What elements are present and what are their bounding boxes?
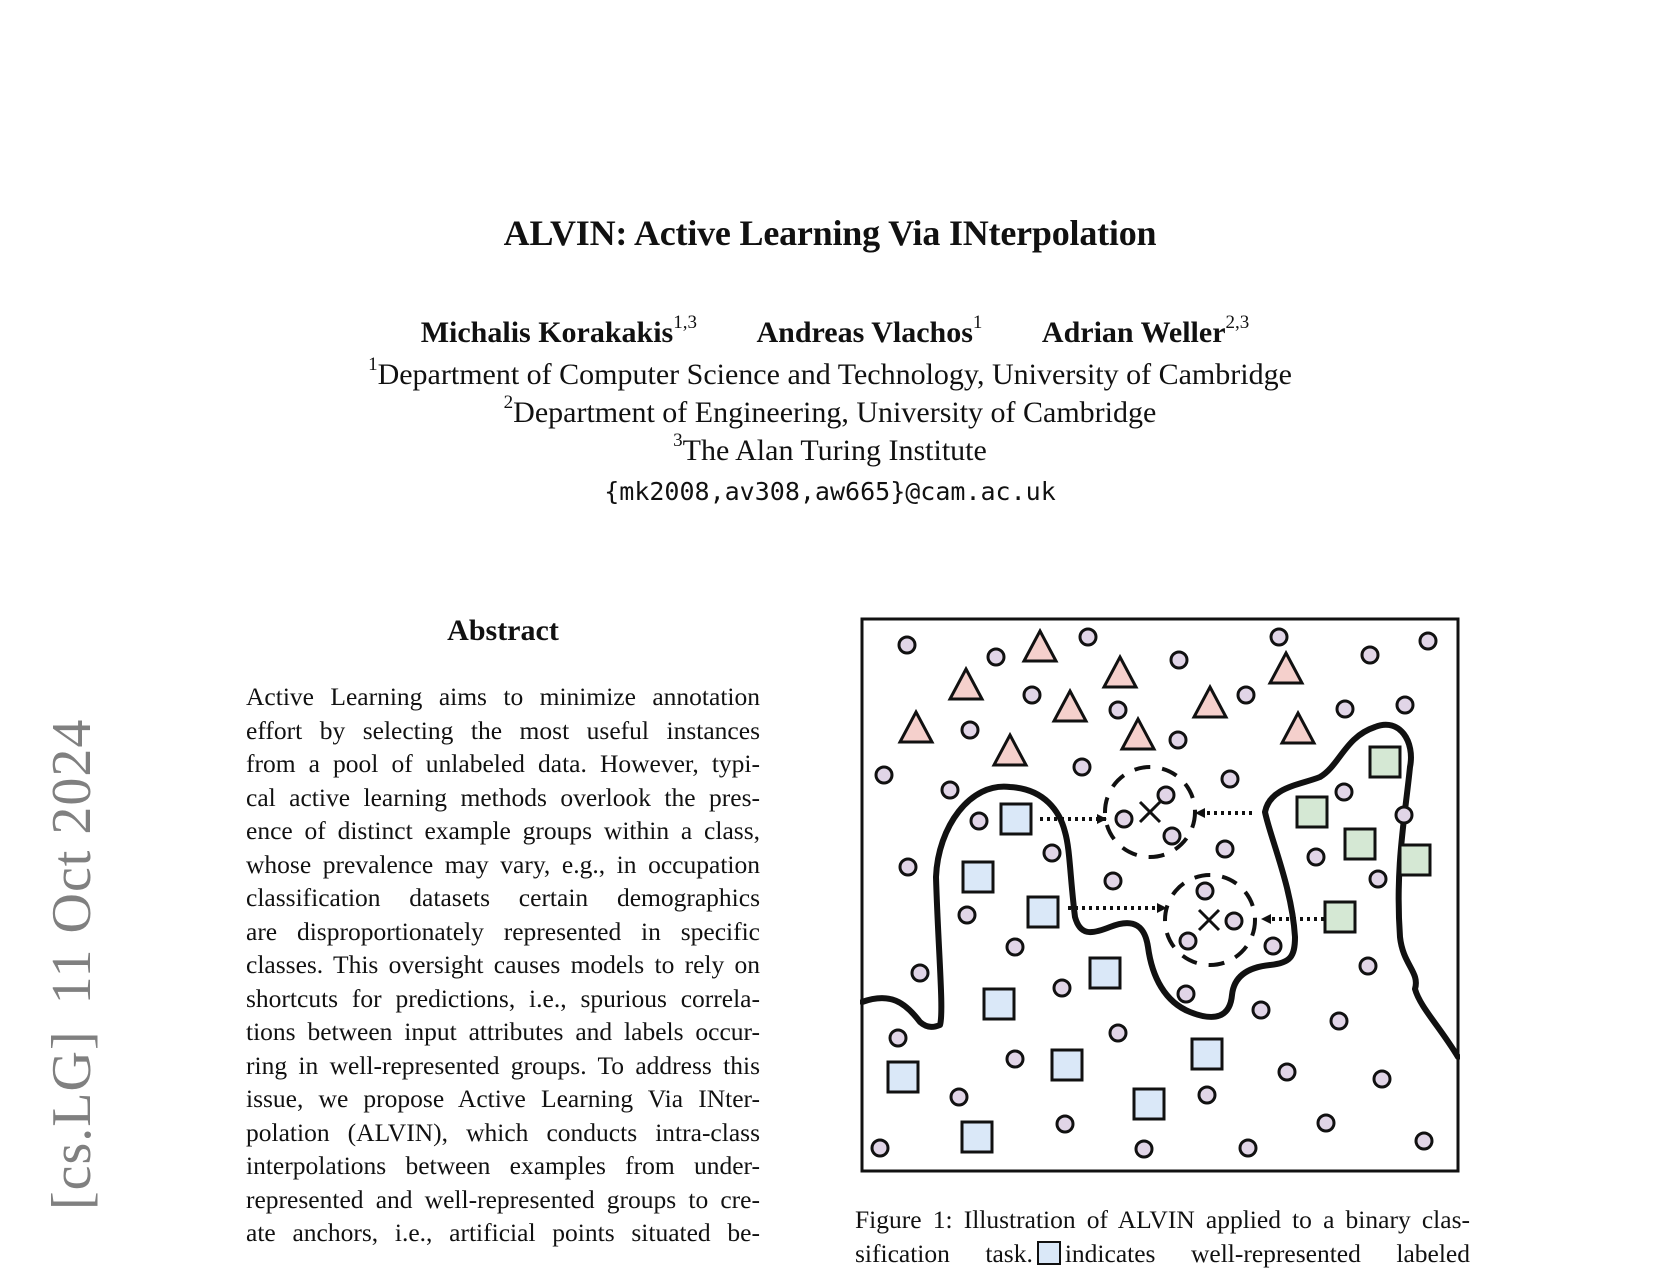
- affiliation-number: 1: [368, 354, 378, 375]
- affiliation: [0, 358, 1654, 392]
- blue-square-legend-icon: [1037, 1241, 1061, 1265]
- abstract-line: effort by selecting the most useful instances: [246, 714, 760, 748]
- arxiv-category: [cs.LG]: [41, 1030, 103, 1210]
- caption-text: indicates well-represented labeled: [1065, 1239, 1470, 1268]
- abstract-line: ence of distinct example groups within a class,: [246, 814, 760, 848]
- abstract-line: cal active learning methods overlook the pres-: [246, 781, 760, 815]
- abstract-line: Active Learning aims to minimize annotation: [246, 680, 760, 714]
- abstract-line: from a pool of unlabeled data. However, typi-: [246, 747, 760, 781]
- affiliation-text: Department of Engineering, University of Cambridge: [513, 396, 1156, 429]
- caption-text: sification task.: [855, 1239, 1033, 1268]
- abstract-line: classification datasets certain demographics: [246, 881, 760, 915]
- affiliation: [0, 434, 1654, 468]
- abstract-line: ring in well-represented groups. To address this: [246, 1049, 760, 1083]
- abstract-line: ate anchors, i.e., artificial points situated be-: [246, 1216, 760, 1250]
- author-name: Andreas Vlachos: [756, 316, 972, 349]
- affiliation-number: 3: [673, 430, 683, 451]
- author-affiliation-marker: 2,3: [1226, 312, 1250, 333]
- affiliation-text: The Alan Turing Institute: [683, 434, 987, 467]
- author-affiliation-marker: 1,3: [673, 312, 697, 333]
- abstract-line: interpolations between examples from under-: [246, 1149, 760, 1183]
- abstract-line: classes. This oversight causes models to rely on: [246, 948, 760, 982]
- abstract-heading: Abstract: [246, 614, 760, 648]
- figure-1-illustration: [860, 617, 1460, 1175]
- abstract-line: tions between input attributes and labels occur-: [246, 1015, 760, 1049]
- arxiv-stamp: [40, 719, 104, 1210]
- affiliation-number: 2: [504, 392, 514, 413]
- abstract-line: whose prevalence may vary, e.g., in occupation: [246, 848, 760, 882]
- figure-caption: [855, 1203, 1470, 1270]
- author: [756, 316, 982, 350]
- abstract-line: polation (ALVIN), which conducts intra-class: [246, 1116, 760, 1150]
- abstract-line: issue, we propose Active Learning Via INter-: [246, 1082, 760, 1116]
- author: [421, 316, 697, 350]
- author-affiliation-marker: 1: [973, 312, 983, 333]
- abstract-line: are disproportionately represented in specific: [246, 915, 760, 949]
- author-name: Michalis Korakakis: [421, 316, 674, 349]
- caption-line: [855, 1237, 1470, 1270]
- author: [1042, 316, 1249, 350]
- affiliation-text: Department of Computer Science and Technology, University of Cambridge: [378, 358, 1292, 391]
- abstract-body: [246, 680, 760, 1250]
- abstract-line: represented and well-represented groups to cre-: [246, 1183, 760, 1217]
- author-list: [0, 316, 1654, 350]
- author-name: Adrian Weller: [1042, 316, 1226, 349]
- arxiv-date: 11 Oct 2024: [41, 719, 103, 1005]
- abstract-line: shortcuts for predictions, i.e., spurious correla-: [246, 982, 760, 1016]
- paper-title: ALVIN: Active Learning Via INterpolation: [0, 212, 1654, 254]
- author-emails[interactable]: {mk2008,av308,aw665}@cam.ac.uk: [0, 477, 1654, 506]
- caption-line: Figure 1: Illustration of ALVIN applied to a binary clas-: [855, 1203, 1470, 1237]
- affiliation: [0, 396, 1654, 430]
